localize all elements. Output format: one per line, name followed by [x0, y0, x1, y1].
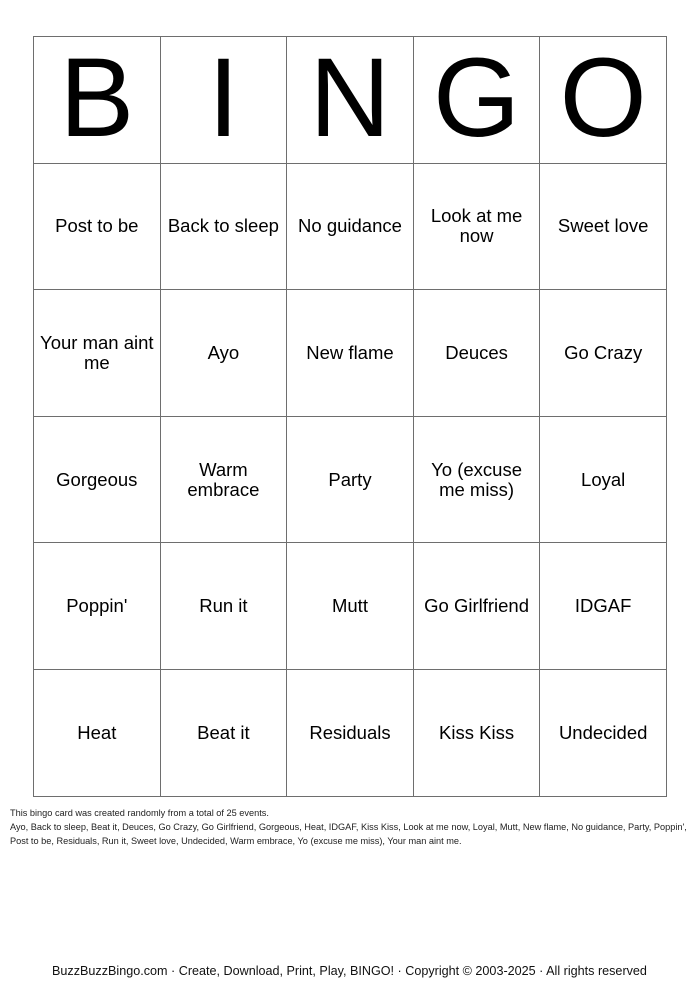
bingo-cell: Loyal: [540, 416, 667, 543]
bingo-cell: Party: [287, 416, 414, 543]
header-letter-text: G: [433, 36, 521, 160]
event-list: Ayo, Back to sleep, Beat it, Deuces, Go Crazy, Go Girlfriend, Gorgeous, Heat, IDGAF, Kiss Kiss, Look at me now, Loyal, Mutt, New flame, No guidance, Party, Poppin', Post to be, Residuals, Run it, Sweet love, Undecided, Warm embrace, Yo (excuse me miss), Your man aint me.: [10, 822, 687, 846]
bingo-cell: Go Crazy: [540, 290, 667, 417]
bingo-cell: Ayo: [160, 290, 287, 417]
bingo-cell: Sweet love: [540, 163, 667, 290]
bingo-cell: New flame: [287, 290, 414, 417]
header-letter-text: N: [309, 36, 391, 160]
bingo-cell: No guidance: [287, 163, 414, 290]
header-letter-text: B: [59, 36, 135, 160]
bingo-cell: IDGAF: [540, 543, 667, 670]
bingo-cell: Post to be: [34, 163, 161, 290]
bingo-cell: Heat: [34, 669, 161, 796]
bingo-cell: Undecided: [540, 669, 667, 796]
page-footer: BuzzBuzzBingo.com · Create, Download, Print, Play, BINGO! · Copyright © 2003-2025 · All rights reserved: [52, 964, 647, 978]
bingo-cell: Gorgeous: [34, 416, 161, 543]
bingo-cell: Your man aint me: [34, 290, 161, 417]
bingo-cell: Mutt: [287, 543, 414, 670]
bingo-row-2: [34, 290, 667, 417]
header-letter-o: [540, 37, 667, 164]
header-letter-n: [287, 37, 414, 164]
bingo-cell: Warm embrace: [160, 416, 287, 543]
bingo-cell: Go Girlfriend: [413, 543, 540, 670]
bingo-card: [33, 36, 667, 797]
card-summary: This bingo card was created randomly from a total of 25 events.: [10, 808, 269, 818]
bingo-cell: Deuces: [413, 290, 540, 417]
bingo-row-3: [34, 416, 667, 543]
header-letter-text: I: [207, 36, 239, 160]
bingo-header-row: [34, 37, 667, 164]
bingo-row-4: [34, 543, 667, 670]
bingo-cell: Kiss Kiss: [413, 669, 540, 796]
header-letter-b: [34, 37, 161, 164]
header-letter-g: [413, 37, 540, 164]
card-notes: [10, 806, 690, 848]
bingo-row-1: [34, 163, 667, 290]
header-letter-i: [160, 37, 287, 164]
bingo-cell: Look at me now: [413, 163, 540, 290]
header-letter-text: O: [559, 36, 647, 160]
bingo-cell: Back to sleep: [160, 163, 287, 290]
bingo-cell: Beat it: [160, 669, 287, 796]
bingo-row-5: [34, 669, 667, 796]
bingo-cell: Yo (excuse me miss): [413, 416, 540, 543]
bingo-cell: Poppin': [34, 543, 161, 670]
bingo-cell: Run it: [160, 543, 287, 670]
bingo-cell: Residuals: [287, 669, 414, 796]
